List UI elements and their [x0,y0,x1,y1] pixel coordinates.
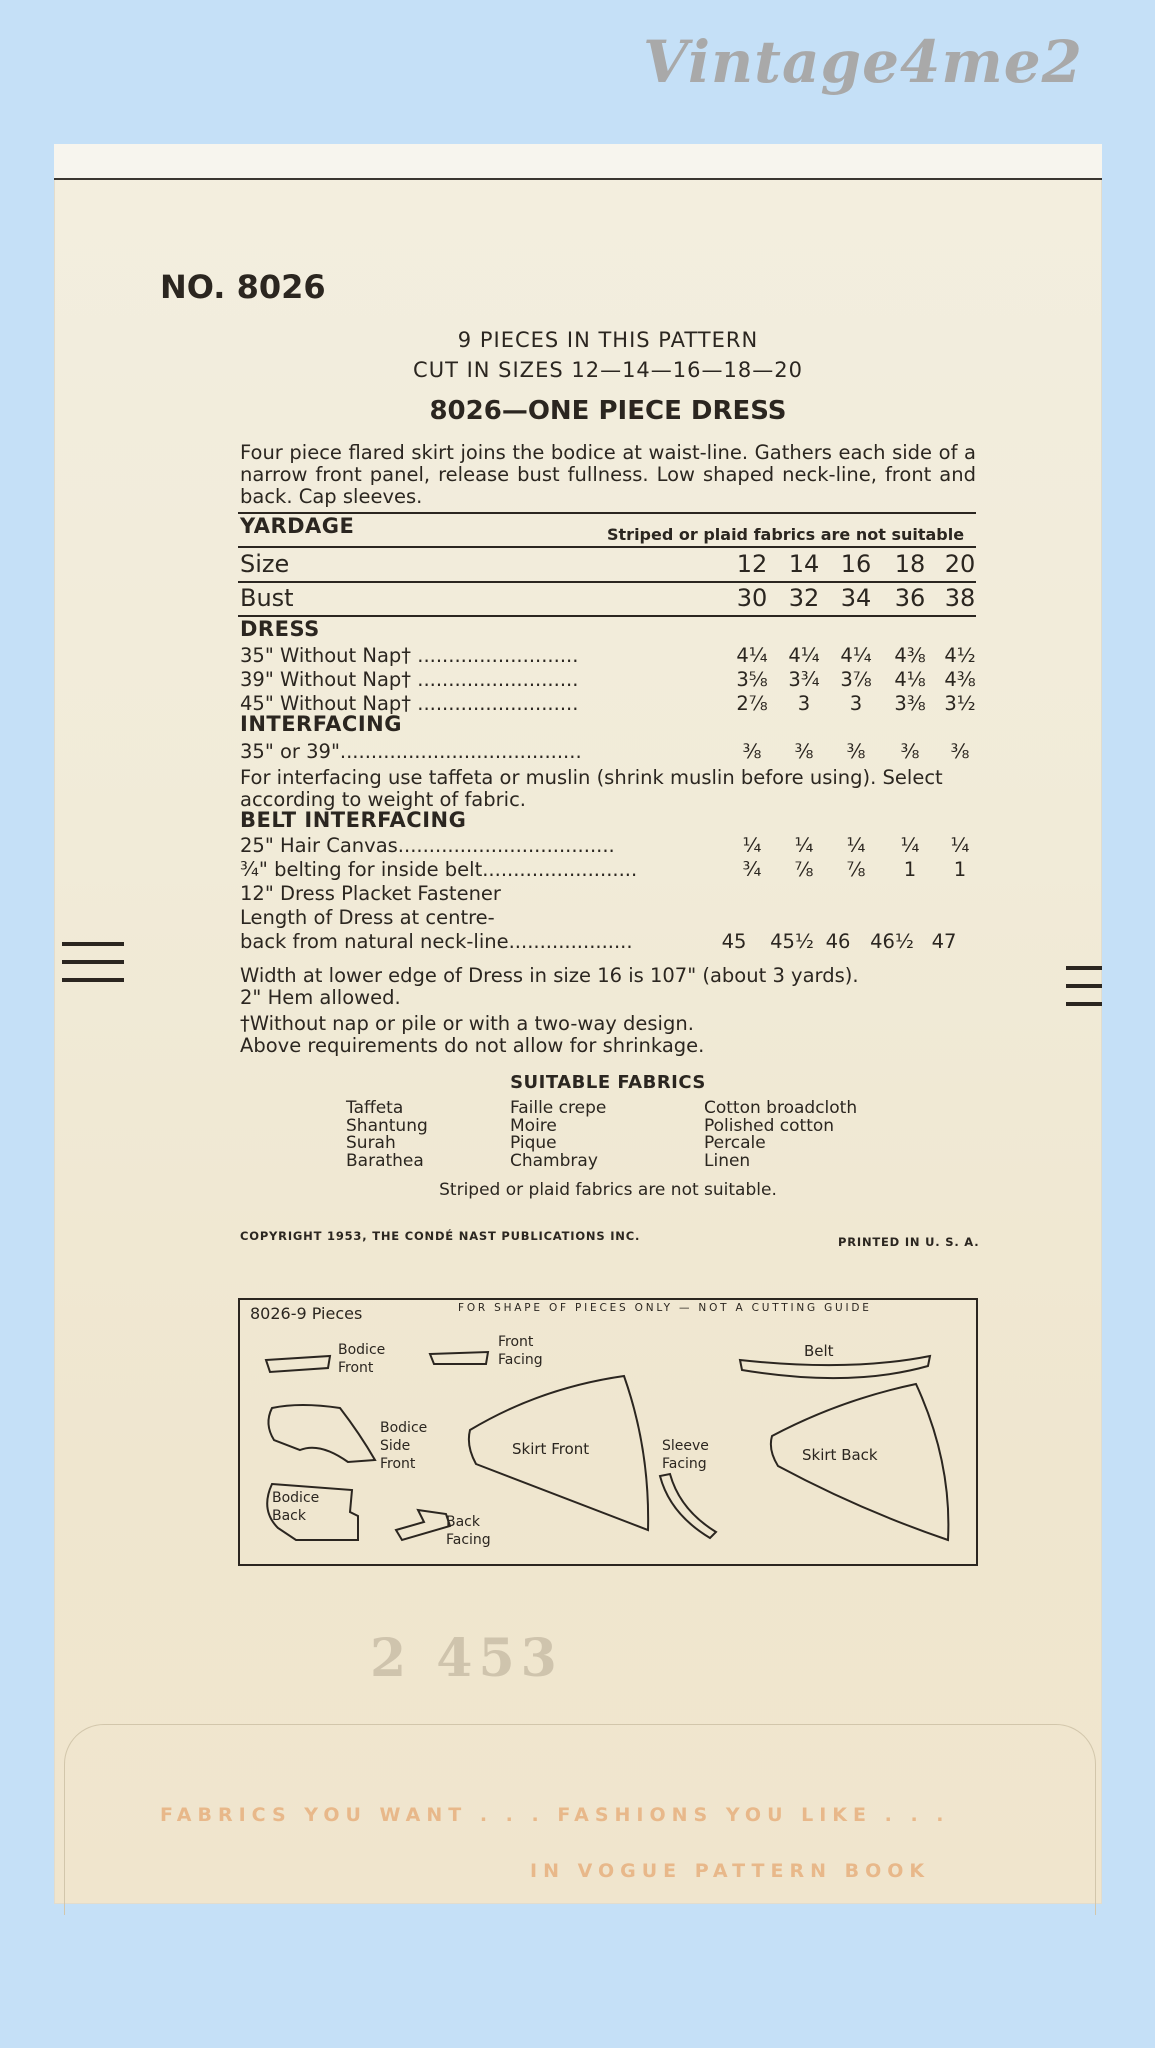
bust-value: 30 [736,584,768,612]
row-value: 3 [797,692,811,715]
hem-line: 2" Hem allowed. [240,986,401,1009]
fabric-item: Moire [510,1115,557,1136]
bust-value: 38 [944,584,976,612]
fabric-item: Pique [510,1133,557,1153]
yardage-heading: YARDAGE [240,514,355,538]
row-value: 45½ [770,930,814,953]
row-value: ⅜ [900,740,920,763]
rule [238,581,976,583]
label-front-facing: Front [498,1334,534,1350]
row-value: 1 [953,858,967,881]
row-value: 4⅜ [944,668,976,691]
belt-piece [740,1356,930,1378]
interfacing-note: For interfacing use taffeta or muslin (shrink muslin before using). Select [240,766,943,789]
tagline: IN VOGUE PATTERN BOOK [530,1860,931,1882]
label-belt: Belt [804,1342,834,1360]
label-back-facing: Back [446,1514,480,1530]
pattern-description: Four piece flared skirt joins the bodice at waist-line. Gathers each side of a narrow front panel, release bust fullness. Low shaped neck-line, front and back. Cap sleeves. [240,441,976,508]
pieces-diagram-svg [240,1300,976,1564]
envelope-top-band [54,144,1102,180]
row-value: 2⅞ [736,692,768,715]
row-value: 4¼ [840,644,872,667]
fabric-item: Taffeta [346,1098,404,1118]
row-value: 3¾ [788,668,820,691]
label-sleeve-facing: Facing [662,1456,707,1472]
label-skirt-front: Skirt Front [512,1440,590,1458]
row-value: 3 [849,692,863,715]
row-value: 45 [721,930,747,953]
pieces-diagram [238,1298,978,1566]
bust-value: 34 [840,584,872,612]
row-value: 4½ [944,644,976,667]
row-value: 3⅝ [736,668,768,691]
label-bodice-side-front: Bodice [380,1420,428,1436]
row-value: 46½ [870,930,914,953]
nap-note: †Without nap or pile or with a two-way design. [240,1012,694,1035]
yardage-row [240,668,976,692]
bodice-front-piece [266,1356,330,1372]
row-value: 3½ [944,692,976,715]
section-interfacing: INTERFACING [240,712,402,736]
pattern-title: 8026—ONE PIECE DRESS [429,396,787,426]
row-value: ⅜ [742,740,762,763]
yardage-row [240,834,976,858]
size-value: 12 [736,550,768,578]
row-value: 46 [825,930,851,953]
yardage-row [240,930,976,954]
yardage-row [240,644,976,668]
row-value: ⅜ [846,740,866,763]
interfacing-note: according to weight of fabric. [240,788,526,811]
section-dress: DRESS [240,617,320,641]
row-label: 25" Hair Canvas................................... [240,834,615,857]
fabric-item: Surah [346,1133,396,1153]
row-value: 4¼ [736,644,768,667]
label-bodice-back: Back [272,1508,306,1524]
fabric-item: Polished cotton [704,1115,835,1136]
fabric-item: Shantung [346,1115,428,1136]
row-label: 35" or 39"....................................... [240,740,582,763]
fabrics-column [704,1100,857,1170]
bust-value: 32 [788,584,820,612]
row-label: back from natural neck-line.................... [240,930,633,953]
left-fold-mark [62,978,124,982]
pieces-line: 9 PIECES IN THIS PATTERN [457,328,759,352]
label-skirt-back: Skirt Back [802,1446,878,1464]
row-value: ¼ [794,834,814,857]
label-back-facing: Facing [446,1532,491,1548]
row-value: 4⅛ [894,668,926,691]
label-sleeve-facing: Sleeve [662,1438,709,1454]
row-value: ¼ [950,834,970,857]
sizes-line: CUT IN SIZES 12—14—16—18—20 [413,358,803,382]
fabrics-column [510,1100,606,1170]
front-facing-piece [430,1352,488,1364]
label-bodice-back: Bodice [272,1490,320,1506]
fabric-item: Barathea [346,1150,424,1171]
left-fold-mark [62,942,124,946]
label-bodice-side-front: Front [380,1456,416,1472]
fabric-item: Linen [704,1150,751,1171]
copyright: COPYRIGHT 1953, THE CONDÉ NAST PUBLICATIONS INC. [240,1229,641,1243]
row-label: 39" Without Nap† .......................... [240,668,579,691]
row-value: 3⅜ [894,692,926,715]
row-label: 35" Without Nap† .......................... [240,644,579,667]
left-fold-mark [62,960,124,964]
size-value: 16 [840,550,872,578]
size-value: 14 [788,550,820,578]
label-bodice-front: Front [338,1360,374,1376]
row-value: ¼ [846,834,866,857]
right-fold-mark [1066,966,1102,970]
right-fold-mark [1066,1002,1102,1006]
length-line: Length of Dress at centre- [240,906,495,929]
label-bodice-side-front: Side [380,1438,411,1454]
fabric-item: Cotton broadcloth [704,1098,858,1118]
bodice-side-front-piece [268,1405,375,1462]
label-front-facing: Facing [498,1352,543,1368]
rule [238,546,976,548]
pattern-number: NO. 8026 [160,268,326,306]
row-value: 47 [931,930,957,953]
size-value: 20 [944,550,976,578]
bust-value: 36 [894,584,926,612]
label-bodice-front: Bodice [338,1342,386,1358]
row-value: ⅞ [846,858,866,881]
diagram-note: FOR SHAPE OF PIECES ONLY — NOT A CUTTING GUIDE [458,1302,872,1314]
placket-line: 12" Dress Placket Fastener [240,882,501,905]
fabrics-column [346,1100,428,1170]
row-value: ⅜ [794,740,814,763]
row-value: 4¼ [788,644,820,667]
rule [238,615,976,617]
fabric-item: Percale [704,1133,766,1153]
bust-label: Bust [240,584,294,612]
number-stamp: 2 453 [370,1628,563,1689]
watermark: Vintage4me2 [643,28,1083,96]
tagline: FABRICS YOU WANT . . . FASHIONS YOU LIKE . . . [160,1804,950,1826]
yardage-row [240,740,976,764]
row-value: 3⅞ [840,668,872,691]
size-label: Size [240,550,290,578]
shrink-note: Above requirements do not allow for shrinkage. [240,1034,705,1057]
row-value: ¾ [742,858,762,881]
fabric-item: Faille crepe [510,1098,607,1118]
diagram-title: 8026-9 Pieces [250,1304,363,1323]
row-value: ¼ [900,834,920,857]
fabric-item: Chambray [510,1150,598,1171]
right-fold-mark [1066,984,1102,988]
width-line: Width at lower edge of Dress in size 16 is 107" (about 3 yards). [240,964,859,987]
row-value: 4⅜ [894,644,926,667]
row-label: 45" Without Nap† .......................... [240,692,579,715]
row-value: 1 [903,858,917,881]
suitable-fabrics-title: SUITABLE FABRICS [510,1072,706,1093]
sleeve-facing-piece [660,1474,716,1538]
printed-in: PRINTED IN U. S. A. [838,1235,980,1249]
section-belt-interfacing: BELT INTERFACING [240,808,467,832]
yardage-row [240,858,976,882]
fabrics-note: Striped or plaid fabrics are not suitable. [439,1180,777,1200]
row-value: ⅞ [794,858,814,881]
yardage-note: Striped or plaid fabrics are not suitable [607,525,965,544]
back-facing-piece [396,1510,450,1540]
row-label: ¾" belting for inside belt......................... [240,858,638,881]
size-value: 18 [894,550,926,578]
row-value: ⅜ [950,740,970,763]
row-value: ¼ [742,834,762,857]
